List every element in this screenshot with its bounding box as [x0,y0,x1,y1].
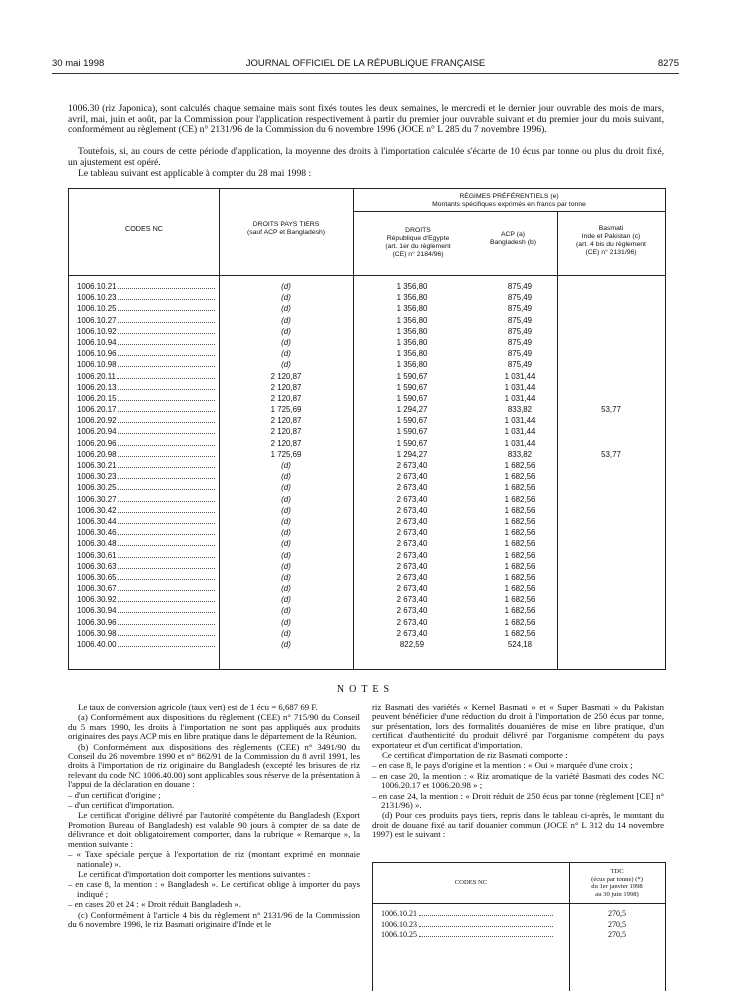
cell-pays-tiers: (d) [281,282,291,291]
cell-pays-tiers: 2 120,87 [270,438,302,448]
cell-egypte: 1 356,80 [396,349,428,359]
cell-code [77,584,217,593]
cell-egypte: 2 673,40 [396,584,428,594]
tdc-row [373,909,665,920]
tdc-row [373,930,665,941]
intro-paragraph-1: 1006.30 (riz Japonica), sont calculés chaque semaine mais sont fixés toutes les deux semaines, le mercredi et le dernier jour ouvrable des mois de mars, avril, mai, juin et août, par la Commission pour l'application respectivement à partir du premier jour ouvrable suivant et du premier jour du mois suivant, conformément au règlement (CE) n° 2131/96 de la Commission du 6 novembre 1996 (JOCE n° L 285 du 7 novembre 1996). [68,103,664,136]
table-row [69,449,665,460]
cell-code-text: 1006.30.98 [77,628,117,638]
cell-egypte: 2 673,40 [396,472,428,482]
cell-egypte: 2 673,40 [396,595,428,605]
cell-code [77,394,217,403]
cell-pays-tiers: (d) [281,584,291,594]
header-page-number: 8275 [657,58,679,69]
cell-pays-tiers: (d) [281,461,291,470]
cell-pays-tiers: (d) [281,315,291,325]
cell-acp: 1 682,56 [504,494,536,504]
cell-egypte: 822,59 [399,640,425,649]
table-body [69,281,665,650]
table-row [69,516,665,527]
cell-pays-tiers: (d) [281,528,291,538]
cell-code [77,338,217,347]
cell-pays-tiers: (d) [281,550,291,560]
cell-code [77,595,217,604]
cell-code [77,629,217,638]
cell-egypte: 1 356,80 [396,315,428,325]
cell-code-text: 1006.20.17 [77,405,117,415]
cell-code-text: 1006.30.46 [77,528,117,538]
cell-code-text: 1006.30.65 [77,572,117,582]
cell-code-text: 1006.30.94 [77,606,117,616]
cell-egypte: 2 673,40 [396,628,428,638]
cell-code [77,316,217,325]
cell-acp: 1 682,56 [504,572,536,582]
cell-code-text: 1006.20.15 [77,393,117,403]
cell-egypte: 2 673,40 [396,516,428,526]
table-row [69,303,665,314]
cell-code-text: 1006.20.98 [77,449,117,459]
table-row [69,371,665,382]
note-paragraph: Le certificat d'importation doit comporter les mentions suivantes : [78,868,311,879]
cell-acp: 875,49 [507,326,533,336]
cell-code-text: 1006.20.94 [77,427,117,437]
cell-acp: 1 682,56 [504,584,536,594]
cell-code-text: 1006.30.44 [77,516,117,526]
cell-pays-tiers: (d) [281,505,291,515]
cell-egypte: 1 590,67 [396,427,428,437]
cell-acp: 1 682,56 [504,472,536,482]
cell-pays-tiers: 2 120,87 [270,416,302,426]
cell-code [77,405,217,414]
cell-code-text: 1006.10.94 [77,337,117,347]
cell-code [77,450,217,459]
cell-pays-tiers: (d) [281,572,291,582]
cell-pays-tiers: (d) [281,337,291,347]
cell-egypte: 2 673,40 [396,572,428,582]
header-title: JOURNAL OFFICIEL DE LA RÉPUBLIQUE FRANÇAISE [245,58,486,69]
cell-acp: 833,82 [507,449,533,459]
cell-code-text: 1006.10.27 [77,315,117,325]
cell-code [77,327,217,336]
cell-code [77,372,217,381]
note-paragraph: – d'un certificat d'importation. [68,800,175,811]
table-row [69,527,665,538]
note-paragraph: Ce certificat d'importation de riz Basmati comporte : [382,750,568,761]
tdc-header-value: TDC (écus par tonne) (*) du 1er janvier 1998 au 30 juin 1998) [591,868,643,898]
cell-pays-tiers: (d) [281,606,291,616]
table-row [69,281,665,292]
cell-code-text: 1006.20.13 [77,382,117,392]
cell-code [77,573,217,582]
cell-acp: 1 682,56 [504,528,536,538]
cell-egypte: 1 590,67 [396,438,428,448]
table-row [69,628,665,639]
tdc-cell-code [381,930,555,939]
tdc-cell-code [381,909,555,918]
table-row [69,382,665,393]
table-row [69,550,665,561]
cell-acp: 1 682,56 [504,505,536,515]
cell-basmati: 53,77 [601,405,621,415]
note-paragraph: riz Basmati des variétés « Kernel Basmati » et « Super Basmati » du Pakistan peuvent bénéficier d'une réduction du droit à l'importation de 250 écus par tonne, sur présentation, lors des formalités douanières de mise en libre pratique, d'un certificat d'authenticité du produit délivré par l'organisme compétent du pays exportateur et d'un certificat d'importation. [372,702,664,750]
header-droits-egypte: DROITS République d'Egypte (art. 1er du règlement (CE) n° 2184/96) [385,227,451,258]
cell-acp: 1 682,56 [504,617,536,627]
table-row [69,605,665,616]
cell-acp: 1 682,56 [504,561,536,571]
table-row [69,482,665,493]
cell-pays-tiers: (d) [281,472,291,482]
header-droits-pays-tiers: DROITS PAYS TIERS (sauf ACP et Bangladesh) [246,221,326,236]
cell-egypte: 2 673,40 [396,606,428,616]
cell-pays-tiers: (d) [281,494,291,504]
cell-code [77,551,217,560]
note-paragraph: – en case 8, la mention : « Bangladesh ». Le certificat oblige à importer du pays indiqué ; [68,879,360,899]
cell-code-text: 1006.30.96 [77,617,117,627]
cell-acp: 1 031,44 [504,371,536,381]
cell-egypte: 1 356,80 [396,293,428,303]
table-row [69,393,665,404]
cell-egypte: 1 590,67 [396,371,428,381]
tdc-code-text: 1006.10.25 [381,930,417,940]
cell-code [77,506,217,515]
table-row [69,438,665,449]
cell-pays-tiers: (d) [281,349,291,359]
cell-code [77,416,217,425]
cell-acp: 1 031,44 [504,393,536,403]
cell-acp: 1 031,44 [504,382,536,392]
cell-code-text: 1006.30.48 [77,539,117,549]
cell-acp: 1 682,56 [504,628,536,638]
cell-code [77,461,217,470]
cell-code-text: 1006.40.00 [77,640,117,649]
cell-acp: 1 682,56 [504,550,536,560]
header-acp-bangladesh: ACP (a) Bangladesh (b) [489,231,537,246]
cell-pays-tiers: (d) [281,326,291,336]
tdc-table-body [373,909,665,941]
cell-code [77,383,217,392]
cell-code-text: 1006.30.42 [77,505,117,515]
cell-egypte: 2 673,40 [396,550,428,560]
cell-code-text: 1006.30.25 [77,483,117,493]
table-row [69,415,665,426]
cell-egypte: 2 673,40 [396,483,428,493]
cell-code-text: 1006.30.92 [77,595,117,605]
cell-code-text: 1006.20.11 [77,371,116,381]
table-row [69,359,665,370]
cell-code [77,282,217,291]
table-row [69,505,665,516]
cell-code-text: 1006.30.23 [77,472,117,482]
cell-pays-tiers: (d) [281,561,291,571]
cell-code-text: 1006.30.61 [77,550,117,560]
table-row [69,594,665,605]
cell-acp: 1 682,56 [504,483,536,493]
tdc-table [372,862,666,991]
cell-code [77,349,217,358]
cell-acp: 1 682,56 [504,595,536,605]
table-row [69,348,665,359]
intro-paragraph-3: Le tableau suivant est applicable à compter du 28 mai 1998 : [78,168,312,179]
cell-code-text: 1006.10.23 [77,293,117,303]
table-row [69,315,665,326]
cell-pays-tiers: 1 725,69 [270,449,302,459]
table-row [69,572,665,583]
note-paragraph: (b) Conformément aux dispositions des règlements (CEE) n° 3491/90 du Conseil du 26 novembre 1990 et n° 862/91 de la Commission du 8 avril 1991, les droits à l'importation de riz originaire du Bangladesh (excepté les brisures de riz relevant du code NC 1006.40.00) sont applicables sous réserve de la présentation à l'appui de la déclaration en douane : [68,741,360,790]
note-paragraph: – en case 24, la mention : « Droit réduit de 250 écus par tonne (règlement [CE] n° 2131/96) ». [372,790,664,811]
cell-code [77,360,217,369]
table-row [69,639,665,650]
note-paragraph: – en case 20, la mention : « Riz aromatique de la variété Basmati des codes NC 1006.20.17 et 1006.20.98 » ; [372,770,664,791]
cell-acp: 1 682,56 [504,539,536,549]
cell-code [77,539,217,548]
tdc-header-codes: CODES NC [454,879,488,886]
cell-pays-tiers: (d) [281,640,291,649]
cell-code-text: 1006.10.25 [77,304,117,314]
cell-code-text: 1006.20.96 [77,438,117,448]
cell-code [77,606,217,615]
cell-egypte: 1 356,80 [396,337,428,347]
tdc-cell-value: 270,5 [608,909,626,918]
cell-code-text: 1006.10.92 [77,326,117,336]
cell-acp: 1 031,44 [504,427,536,437]
note-paragraph: – d'un certificat d'origine ; [68,789,161,800]
cell-code-text: 1006.30.27 [77,494,117,504]
cell-acp: 875,49 [507,293,533,303]
table-row [69,326,665,337]
table-row [69,617,665,628]
cell-acp: 875,49 [507,360,533,370]
table-row [69,337,665,348]
note-paragraph: (d) Pour ces produits pays tiers, repris dans le tableau ci-après, le montant du droit de douane fixé au tarif douanier commun (JOCE n° L 312 du 14 novembre 1997) est le suivant : [372,810,664,840]
cell-egypte: 1 356,80 [396,282,428,291]
table-row [69,404,665,415]
note-paragraph: – « Taxe spéciale perçue à l'exportation de riz (montant exprimé en monnaie nationale) ». [68,849,360,869]
table-row [69,460,665,471]
cell-pays-tiers: (d) [281,516,291,526]
cell-pays-tiers: (d) [281,539,291,549]
table-row [69,583,665,594]
cell-pays-tiers: (d) [281,293,291,303]
cell-acp: 1 682,56 [504,516,536,526]
cell-egypte: 1 356,80 [396,304,428,314]
notes-title: NOTES [336,684,395,695]
note-paragraph: (a) Conformément aux dispositions du règlement (CEE) n° 715/90 du Conseil du 5 mars 1990, les droits à l'importation ne sont pas appliqués aux produits originaires des pays ACP mis en libre pratique dans le département de la Réunion. [68,712,360,742]
cell-pays-tiers: 2 120,87 [270,427,302,437]
cell-acp: 875,49 [507,304,533,314]
table-row [69,292,665,303]
cell-code [77,517,217,526]
cell-code [77,562,217,571]
table-row [69,561,665,572]
cell-code [77,427,217,436]
cell-code [77,618,217,627]
cell-egypte: 2 673,40 [396,561,428,571]
table-row [69,426,665,437]
table-row [69,494,665,505]
cell-acp: 1 682,56 [504,461,536,470]
cell-egypte: 1 590,67 [396,382,428,392]
cell-code-text: 1006.10.98 [77,360,117,370]
cell-acp: 875,49 [507,337,533,347]
cell-pays-tiers: (d) [281,360,291,370]
header-date: 30 mai 1998 [52,58,105,69]
cell-pays-tiers: 1 725,69 [270,405,302,415]
cell-acp: 524,18 [507,640,533,649]
table-row [69,471,665,482]
tdc-code-text: 1006.10.21 [381,909,417,918]
cell-code-text: 1006.20.92 [77,416,117,426]
cell-code-text: 1006.30.21 [77,461,117,470]
cell-pays-tiers: 2 120,87 [270,393,302,403]
header-regimes-preferentiels: RÉGIMES PRÉFÉRENTIELS (e) Montants spécifiques exprimés en francs par tonne [432,193,586,208]
note-paragraph: (c) Conformément à l'article 4 bis du règlement n° 2131/96 de la Commission du 6 novembre 1996, le riz Basmati originaire d'Inde et le [68,909,360,929]
cell-pays-tiers: 2 120,87 [270,371,302,381]
cell-code [77,472,217,481]
cell-basmati: 53,77 [601,449,621,459]
notes-right-column [372,703,664,841]
cell-code-text: 1006.10.96 [77,349,117,359]
cell-egypte: 2 673,40 [396,494,428,504]
tdc-cell-value: 270,5 [608,930,626,940]
cell-egypte: 2 673,40 [396,528,428,538]
cell-pays-tiers: 2 120,87 [270,382,302,392]
cell-acp: 1 031,44 [504,416,536,426]
tdc-code-text: 1006.10.23 [381,919,417,929]
cell-code [77,439,217,448]
cell-egypte: 2 673,40 [396,617,428,627]
header-basmati: Basmati Inde et Pakistan (c) (art. 4 bis du règlement (CE) n° 2131/96) [576,225,646,256]
cell-acp: 875,49 [507,282,533,291]
cell-egypte: 1 590,67 [396,393,428,403]
cell-code [77,304,217,313]
duties-table [68,188,666,670]
cell-pays-tiers: (d) [281,304,291,314]
note-paragraph: – en cases 20 et 24 : « Droit réduit Bangladesh ». [68,899,241,910]
cell-code [77,528,217,537]
tdc-row [373,920,665,931]
cell-code [77,495,217,504]
cell-code [77,640,217,649]
cell-egypte: 2 673,40 [396,505,428,515]
cell-pays-tiers: (d) [281,595,291,605]
notes-left-column [68,703,360,930]
note-paragraph: Le taux de conversion agricole (taux vert) est de 1 écu = 6,687 69 F. [78,702,318,712]
cell-egypte: 1 356,80 [396,360,428,370]
cell-acp: 833,82 [507,405,533,415]
cell-pays-tiers: (d) [281,483,291,493]
cell-egypte: 1 294,27 [396,405,428,415]
note-paragraph: Le certificat d'origine délivré par l'autorité compétente du Bangladesh (Export Promotion Bureau of Bangladesh) est valable 90 jours à compter de sa date de délivrance et doit obligatoirement comporter, dans la rubrique « Remarque », la mention suivante : [68,810,360,849]
cell-acp: 1 031,44 [504,438,536,448]
cell-code-text: 1006.30.67 [77,584,117,594]
table-row [69,538,665,549]
header-codes-nc: CODES NC [125,224,163,233]
note-paragraph: – en case 8, le pays d'origine et la mention : « Oui » marquée d'une croix ; [372,760,633,771]
cell-pays-tiers: (d) [281,628,291,638]
cell-egypte: 1 356,80 [396,326,428,336]
tdc-cell-value: 270,5 [608,919,626,929]
cell-code-text: 1006.10.21 [77,282,117,291]
intro-paragraph-2: Toutefois, si, au cours de cette période d'application, la moyenne des droits à l'importation calculée s'écarte de 10 écus par tonne ou plus du droit fixé, un ajustement est opéré. [68,146,664,168]
cell-acp: 1 682,56 [504,606,536,616]
cell-code-text: 1006.30.63 [77,561,117,571]
page-header [52,55,679,74]
cell-egypte: 2 673,40 [396,461,428,470]
cell-acp: 875,49 [507,349,533,359]
cell-code [77,483,217,492]
tdc-cell-code [381,920,555,929]
cell-egypte: 2 673,40 [396,539,428,549]
cell-acp: 875,49 [507,315,533,325]
cell-code [77,293,217,302]
cell-egypte: 1 294,27 [396,449,428,459]
cell-pays-tiers: (d) [281,617,291,627]
cell-egypte: 1 590,67 [396,416,428,426]
